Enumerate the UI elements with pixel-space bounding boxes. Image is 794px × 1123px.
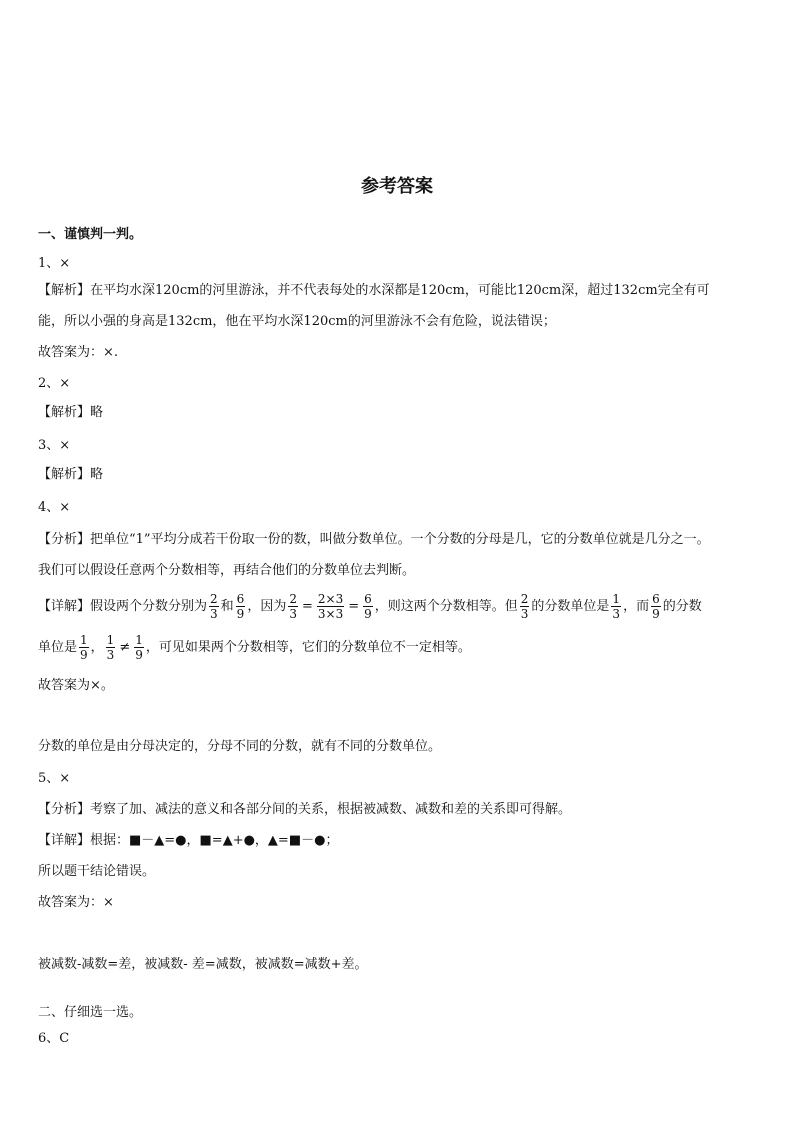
question-4-head: 4、×: [38, 500, 71, 515]
question-5-answer: 故答案为：×: [38, 895, 114, 910]
fraction-product: $\frac{2\times 3}{3\times 3}$: [317, 592, 344, 621]
question-4-detail-line1: [38, 592, 702, 621]
detail-text: 和: [220, 599, 234, 614]
fraction-1-9: $\frac{1}{9}$: [135, 633, 143, 662]
question-5-analysis: 【分析】考察了加、减法的意义和各部分间的关系，根据被减数、减数和差的关系即可得解。: [38, 802, 572, 817]
detail-text: ，可见如果两个分数相等，它们的分数单位不一定相等。: [145, 640, 471, 655]
fraction-2-3: $\frac{2}{3}$: [520, 592, 529, 621]
not-equal-sign: ≠: [119, 640, 131, 655]
section-heading: 一、谨慎判一判。: [38, 227, 143, 242]
detail-text: 的分数单位是: [531, 599, 610, 614]
detail-text: 单位是: [38, 640, 78, 655]
fraction-2-3: $\frac{2}{3}$: [210, 592, 218, 621]
detail-text: 【详解】假设两个分数分别为: [38, 599, 208, 614]
question-4-note: 分数的单位是由分母决定的，分母不同的分数，就有不同的分数单位。: [38, 739, 442, 754]
detail-text: ，: [90, 640, 104, 655]
question-2-analysis: 【解析】略: [38, 405, 104, 420]
question-4-answer: 故答案为×。: [38, 678, 114, 693]
question-4-detail-line2: [38, 633, 471, 662]
equals-sign: =: [348, 599, 360, 614]
fraction-6-9: $\frac{6}{9}$: [652, 592, 660, 621]
question-3-head: 3、×: [38, 438, 71, 453]
fraction-6-9: $\frac{6}{9}$: [236, 592, 245, 621]
detail-text: ，因为: [247, 599, 287, 614]
question-5-conclusion: 所以题干结论错误。: [38, 864, 156, 879]
section-heading: 二、仔细选一选。: [38, 1005, 143, 1020]
page-title: 参考答案: [361, 176, 433, 197]
fraction-6-9: $\frac{6}{9}$: [364, 592, 372, 621]
question-5-head: 5、×: [38, 771, 71, 786]
question-4-analysis-line2: 我们可以假设任意两个分数相等，再结合他们的分数单位去判断。: [38, 563, 416, 578]
question-5-detail: 【详解】根据：■－▲=●，■=▲+●，▲=■－●；: [38, 833, 339, 848]
question-1-analysis-line1: 【解析】在平均水深120cm的河里游泳，并不代表每处的水深都是120cm，可能比120cm深，超过132cm完全有可: [38, 283, 710, 298]
fraction-1-9: $\frac{1}{9}$: [80, 633, 88, 662]
question-1-analysis-line2: 能，所以小强的身高是132cm，他在平均水深120cm的河里游泳不会有危险，说法错误；: [38, 314, 556, 329]
fraction-2-3: $\frac{2}{3}$: [289, 592, 297, 621]
question-6-head: 6、C: [38, 1031, 70, 1046]
equals-sign: =: [301, 599, 313, 614]
question-1-head: 1、×: [38, 256, 71, 271]
fraction-1-3: $\frac{1}{3}$: [106, 633, 115, 662]
fraction-1-3: $\frac{1}{3}$: [612, 592, 621, 621]
question-3-analysis: 【解析】略: [38, 467, 104, 482]
question-4-analysis-line1: 【分析】把单位“1”平均分成若干份取一份的数，叫做分数单位。一个分数的分母是几，它的分数单位就是几分之一。: [38, 532, 710, 547]
question-1-answer: 故答案为：×.: [38, 345, 119, 360]
question-2-head: 2、×: [38, 376, 71, 391]
detail-text: ，而: [623, 599, 650, 614]
question-5-note: 被减数-减数=差，被减数- 差=减数，被减数=减数+差。: [38, 957, 368, 972]
detail-text: 的分数: [662, 599, 702, 614]
detail-text: ，则这两个分数相等。但: [374, 599, 518, 614]
